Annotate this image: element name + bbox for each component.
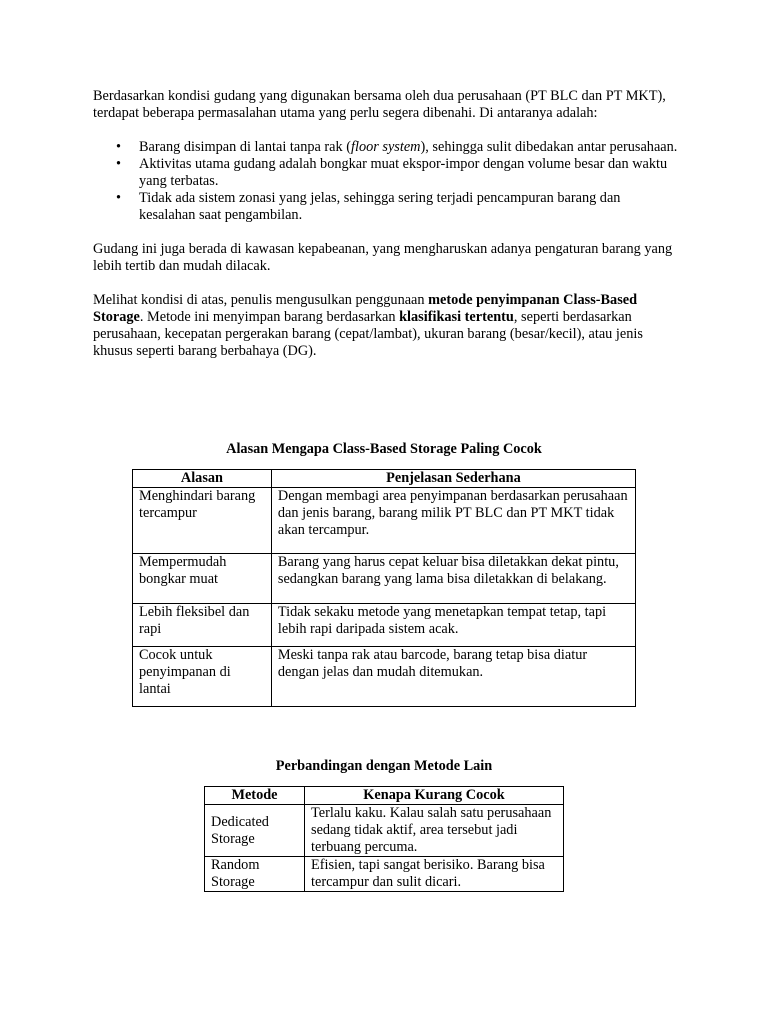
table1-title: Alasan Mengapa Class-Based Storage Paling Cocok <box>226 441 542 457</box>
document-body <box>93 88 678 360</box>
list-item: • Aktivitas utama gudang adalah bongkar muat ekspor-impor dengan volume besar dan waktu yang terbatas. <box>116 156 668 189</box>
column-header: Metode <box>205 787 305 805</box>
intro-paragraph: Berdasarkan kondisi gudang yang digunakan bersama oleh dua perusahaan (PT BLC dan PT MKT), terdapat beberapa permasalahan utama yang perlu segera dibenahi. Di antaranya adalah: <box>93 88 666 121</box>
proposal-paragraph: Melihat kondisi di atas, penulis mengusulkan penggunaan metode penyimpanan Class-Based Storage. Metode ini menyimpan barang berdasarkan klasifikasi tertentu, seperti berdasarkan perusahaan, kecepatan pergerakan barang (cepat/lambat), ukuran barang (besar/kecil), atau jenis khusus seperti barang berbahaya (DG). <box>93 292 643 359</box>
table-header-row <box>205 787 564 805</box>
table2-title: Perbandingan dengan Metode Lain <box>275 758 493 774</box>
bullet-icon: • <box>116 139 122 155</box>
table-row <box>133 647 636 707</box>
table-cell: Mempermudah bongkar muat <box>133 554 272 604</box>
column-header: Kenapa Kurang Cocok <box>305 787 564 805</box>
table-cell: Menghindari barang tercampur <box>133 488 272 554</box>
reasons-table <box>132 469 636 707</box>
table-row <box>133 488 636 554</box>
bullet-icon: • <box>116 190 122 206</box>
table-row <box>133 604 636 647</box>
comparison-table <box>204 786 564 892</box>
table-row <box>133 554 636 604</box>
list-item: • Barang disimpan di lantai tanpa rak (floor system), sehingga sulit dibedakan antar perusahaan. <box>116 139 678 155</box>
bold-classification: klasifikasi tertentu <box>399 309 514 325</box>
table-header-row <box>133 470 636 488</box>
table-cell: Meski tanpa rak atau barcode, barang tetap bisa diatur dengan jelas dan mudah ditemukan. <box>271 647 635 707</box>
table-row <box>205 805 564 857</box>
customs-area-paragraph: Gudang ini juga berada di kawasan kepabeanan, yang mengharuskan adanya pengaturan barang yang lebih tertib dan mudah dilacak. <box>93 241 673 274</box>
table-cell: Random Storage <box>205 857 305 892</box>
table-cell: Tidak sekaku metode yang menetapkan tempat tetap, tapi lebih rapi daripada sistem acak. <box>271 604 635 647</box>
table-cell: Terlalu kaku. Kalau salah satu perusahaan sedang tidak aktif, area tersebut jadi terbuang percuma. <box>305 805 564 857</box>
table-cell: Dedicated Storage <box>205 805 305 857</box>
table-cell: Cocok untuk penyimpanan di lantai <box>133 647 272 707</box>
table-cell: Dengan membagi area penyimpanan berdasarkan perusahaan dan jenis barang, barang milik PT BLC dan PT MKT tidak akan tercampur. <box>271 488 635 554</box>
table-row <box>205 857 564 892</box>
bold-method: metode penyimpanan Class-Based Storage <box>93 292 638 325</box>
emphasis-floor-system: floor system <box>351 139 421 155</box>
problem-list <box>93 139 678 224</box>
column-header: Penjelasan Sederhana <box>271 470 635 488</box>
list-item: • Tidak ada sistem zonasi yang jelas, sehingga sering terjadi pencampuran barang dan kesalahan saat pengambilan. <box>116 190 621 223</box>
table-cell: Barang yang harus cepat keluar bisa diletakkan dekat pintu, sedangkan barang yang lama bisa diletakkan di belakang. <box>271 554 635 604</box>
table-cell: Efisien, tapi sangat berisiko. Barang bisa tercampur dan sulit dicari. <box>305 857 564 892</box>
bullet-icon: • <box>116 156 122 172</box>
column-header: Alasan <box>133 470 272 488</box>
table-cell: Lebih fleksibel dan rapi <box>133 604 272 647</box>
